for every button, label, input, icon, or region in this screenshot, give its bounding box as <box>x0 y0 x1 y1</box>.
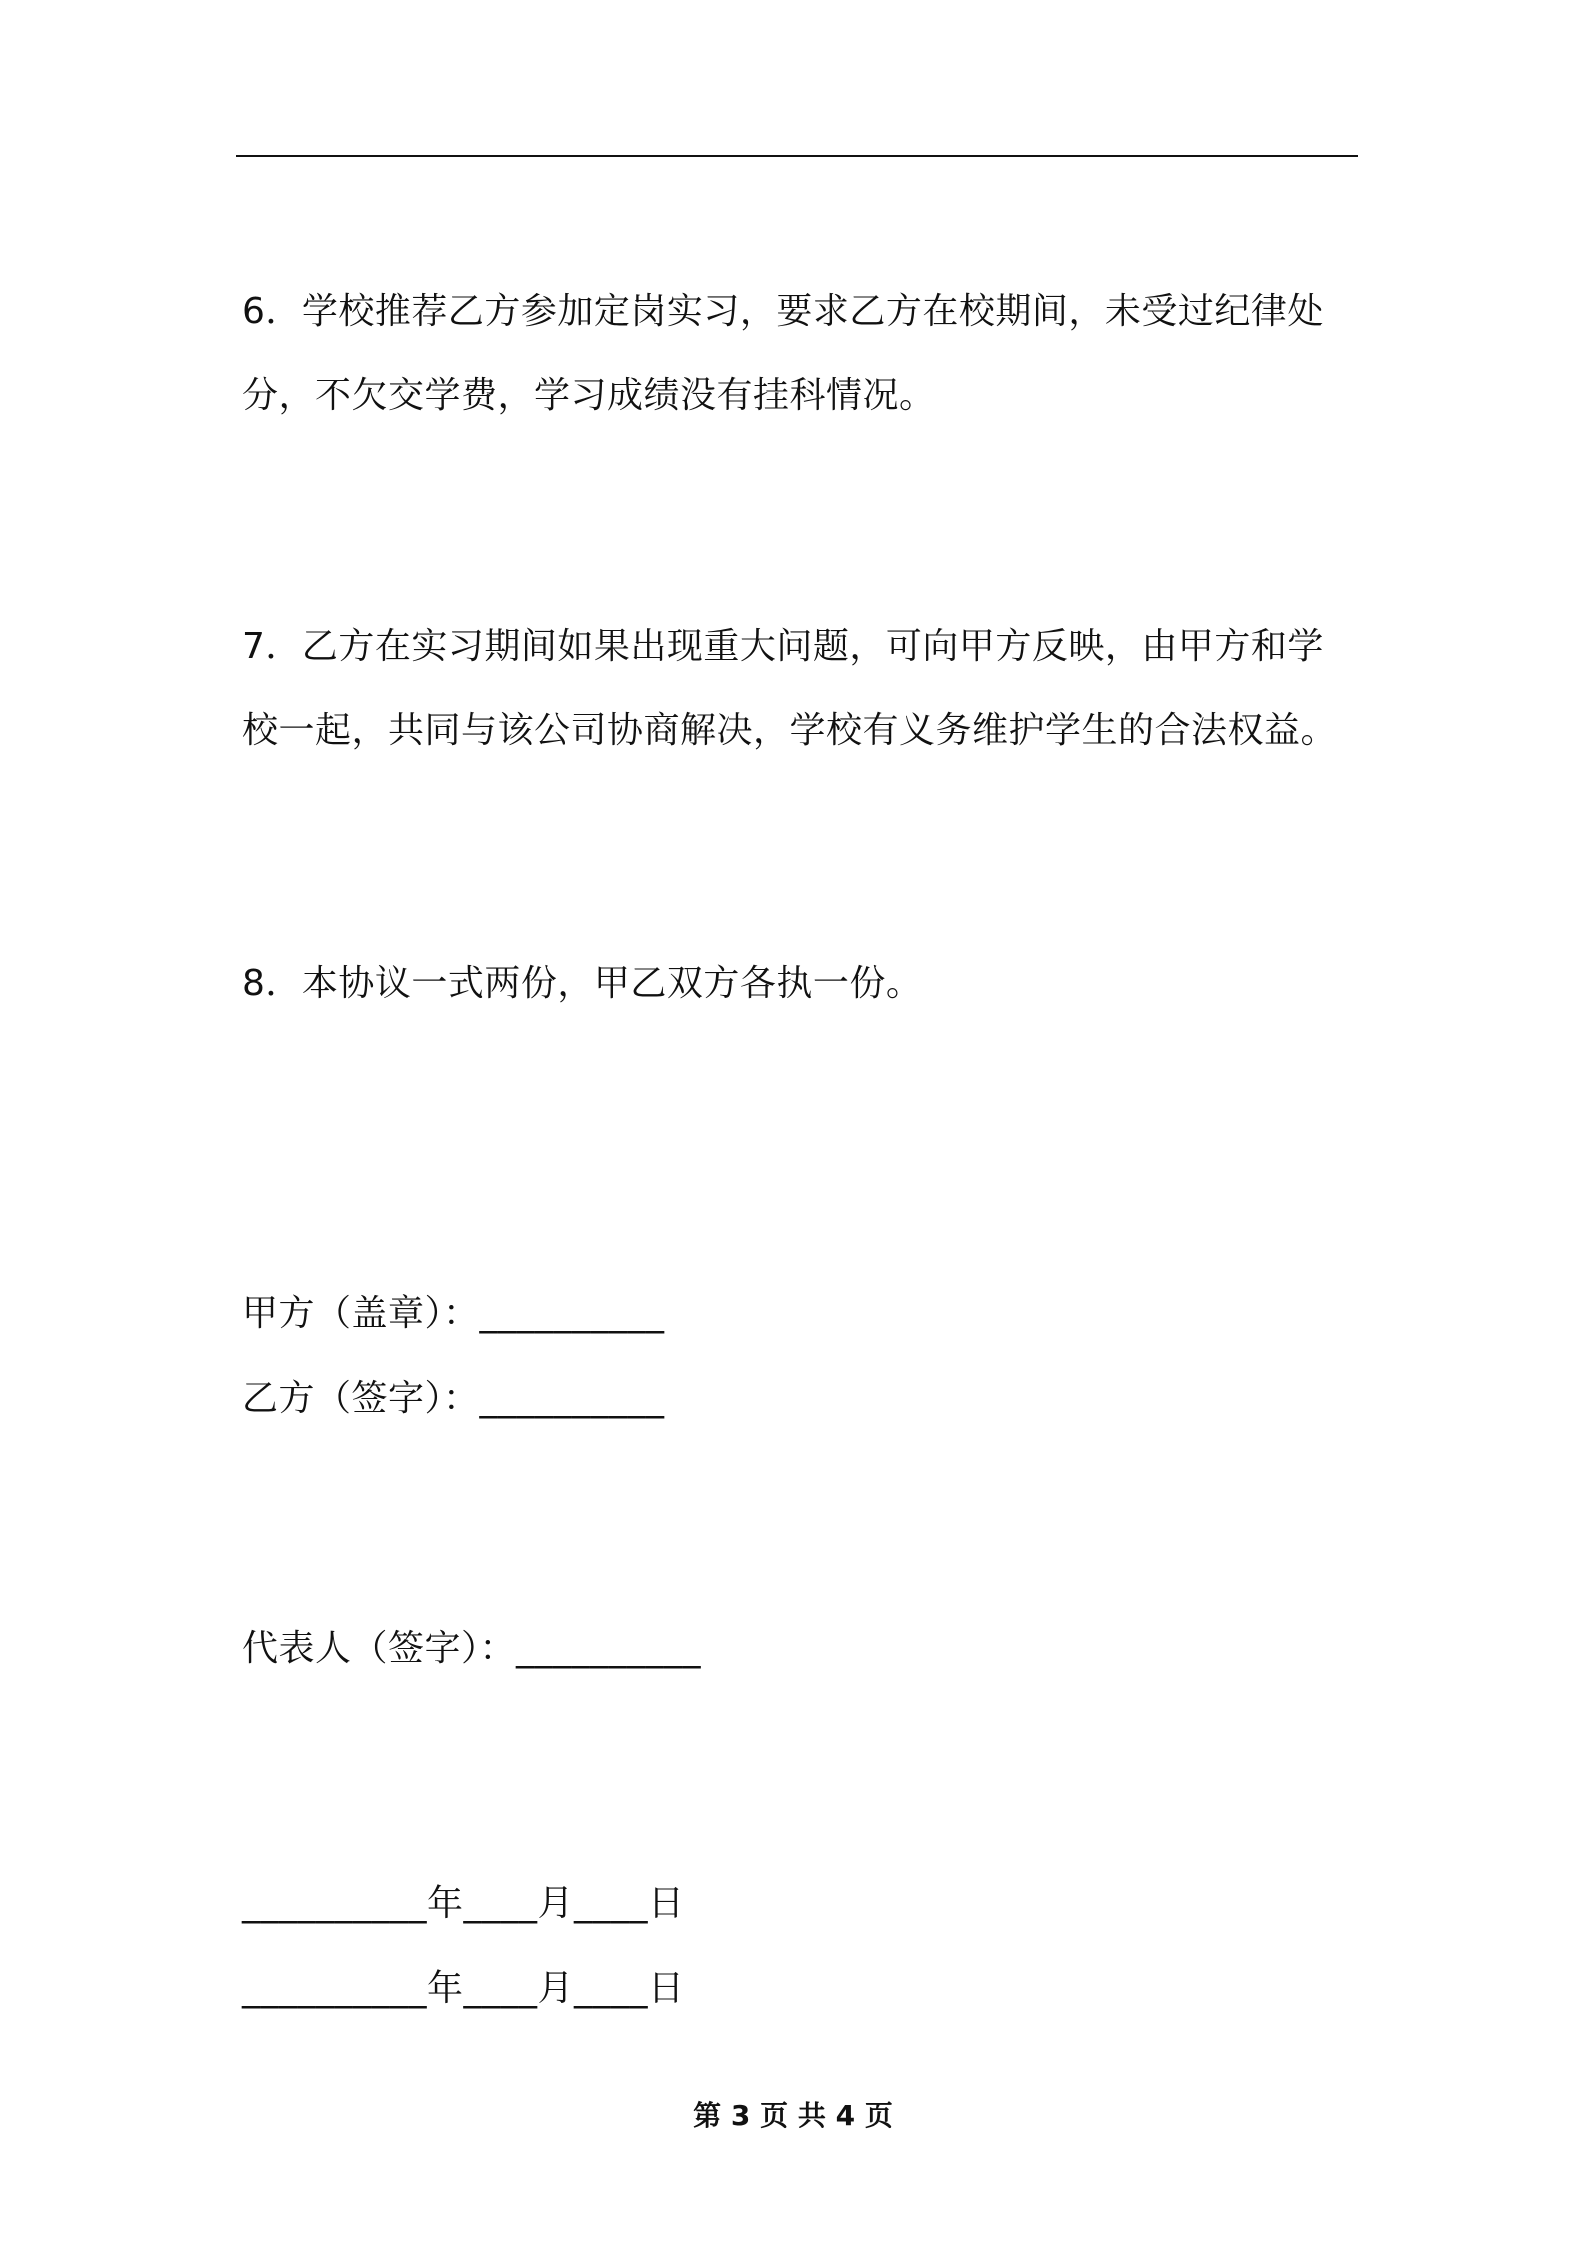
clause-8: 8．本协议一式两份，甲乙双方各执一份。 <box>242 963 923 1004</box>
clause-6: 6．学校推荐乙方参加定岗实习，要求乙方在校期间，未受过纪律处分，不欠交学费，学习成绩没有挂科情况。 <box>242 291 1324 416</box>
date-line-1: __________年____月____日 <box>242 1883 685 1924</box>
header-rule <box>236 155 1358 157</box>
party-b-signature-line: 乙方（签字）：__________ <box>242 1378 665 1419</box>
page-number-footer: 第 3 页 共 4 页 <box>693 2099 893 2132</box>
clause-7: 7．乙方在实习期间如果出现重大问题，可向甲方反映，由甲方和学校一起，共同与该公司协商解决，学校有义务维护学生的合法权益。 <box>242 626 1338 751</box>
representative-signature-line: 代表人（签字）：__________ <box>242 1628 702 1669</box>
date-line-2: __________年____月____日 <box>242 1968 685 2009</box>
party-a-seal-line: 甲方（盖章）：__________ <box>242 1293 665 1334</box>
